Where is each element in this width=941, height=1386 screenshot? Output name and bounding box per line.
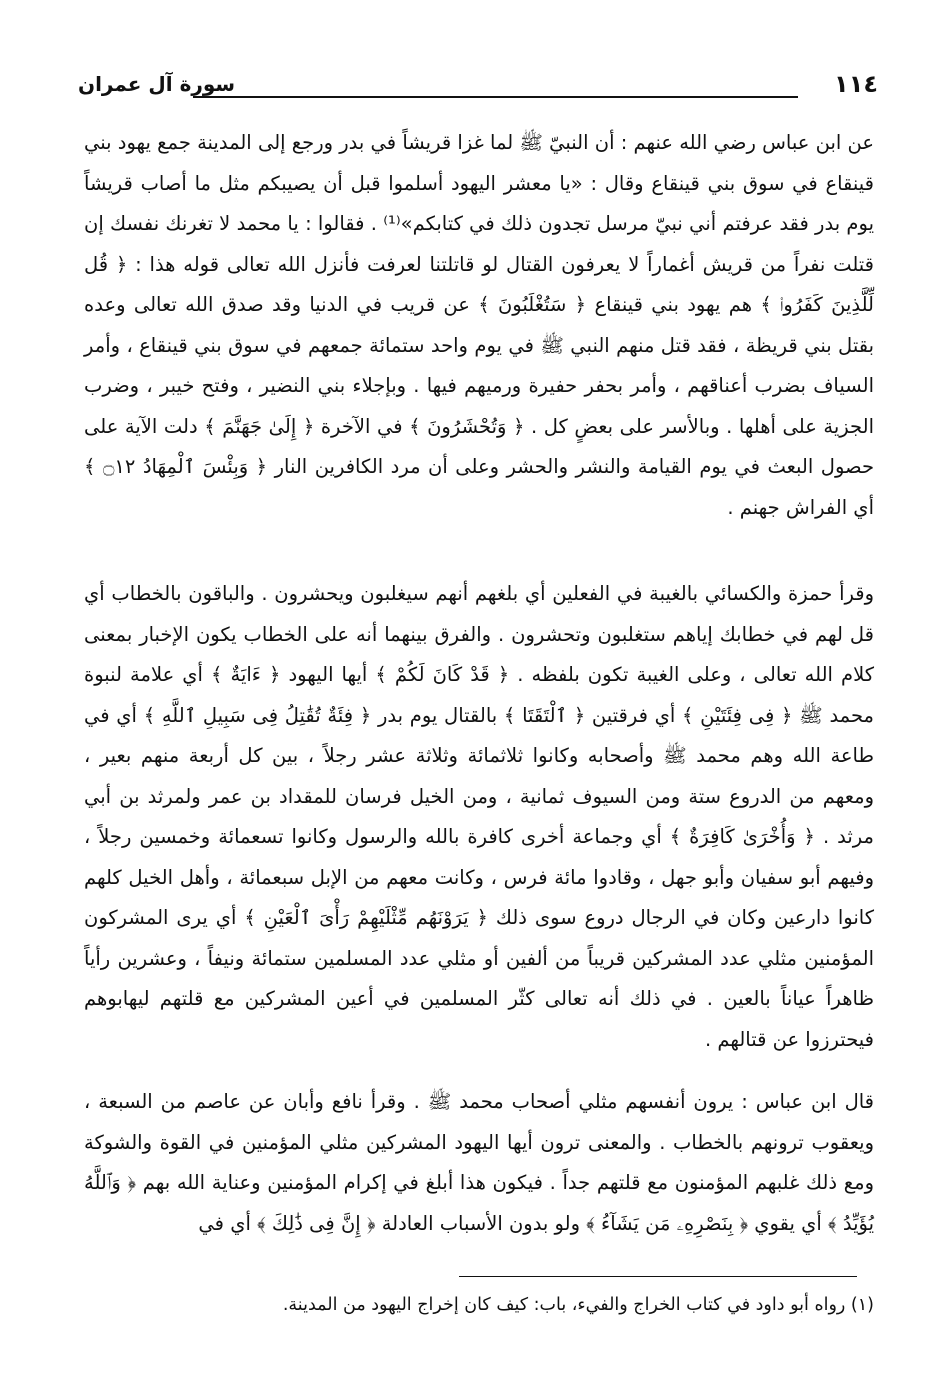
header-rule <box>193 96 798 98</box>
footnote-rule <box>459 1276 857 1277</box>
paragraph-2: وقرأ حمزة والكسائي بالغيبة في الفعلين أي بلغهم أنهم سيغلبون ويحشرون . والباقون بالخطاب أي قل لهم في خطابك إياهم ستغلبون وتحشرون . والفرق بينهما أنه على الخطاب يكون الإخبار بمعنى كلام الله تعالى ، وعلى الغيبة تكون بلفظه . ﴿ قَدْ كَانَ لَكُمْ ﴾ أيها اليهود ﴿ ءَايَةٌ ﴾ أي علامة لنبوة محمد ﷺ ﴿ فِى فِئَتَيْنِ ﴾ أي فرقتين ﴿ ٱلْتَقَتَا ﴾ بالقتال يوم بدر ﴿ فِئَةٌ تُقَٰتِلُ فِى سَبِيلِ ٱللَّهِ ﴾ أي في طاعة الله وهم محمد ﷺ وأصحابه وكانوا ثلاثمائة وثلاثة عشر رجلاً ، بين كل أربعة منهم بعير ، ومعهم من الدروع ستة ومن السيوف ثمانية ، ومن الخيل فرسان للمقداد بن عمر ولمرثد بن أبي مرثد . ﴿ وَأُخْرَىٰ كَافِرَةٌ ﴾ أي وجماعة أخرى كافرة بالله والرسول وكانوا تسعمائة وخمسين رجلاً ، وفيهم أبو سفيان وأبو جهل ، وقادوا مائة فرس ، وكانت معهم من الإبل سبعمائة ، وأهل الخيل كلهم كانوا دارعين وكان في الرجال دروع سوى ذلك ﴿ يَرَوْنَهُم مِّثْلَيْهِمْ رَأْىَ ٱلْعَيْنِ ﴾ أي يرى المشركون المؤمنين مثلي عدد المشركين قريباً من ألفين أو مثلي عدد المسلمين ستمائة ونيفاً ، وعشرين رأياً ظاهراً عياناً بالعين . في ذلك أنه تعالى كثّر المسلمين في أعين المشركين مع قلتهم ليهابوهم فيحترزوا عن قتالهم . <box>84 582 874 1051</box>
paragraph-1: عن ابن عباس رضي الله عنهم : أن النبيّ ﷺ لما غزا قريشاً في بدر ورجع إلى المدينة جمع يهود بني قينقاع في سوق بني قينقاع وقال : «يا معشر اليهود أسلموا قبل أن يصيبكم مثل ما أصاب قريشاً يوم بدر فقد عرفتم أني نبيّ مرسل تجدون ذلك في كتابكم»⁽¹⁾ . فقالوا : يا محمد لا تغرنك نفسك إن قتلت نفراً من قريش أغماراً لا يعرفون القتال لو قاتلتنا لعرفت فأنزل الله تعالى قوله هذا : ﴿ قُل لِّلَّذِينَ كَفَرُوا۟ ﴾ هم يهود بني قينقاع ﴿ سَتُغْلَبُونَ ﴾ عن قريب في الدنيا وقد صدق الله تعالى وعده بقتل بني قريظة ، فقد قتل منهم النبي ﷺ في يوم واحد ستمائة جمعهم في سوق بني قينقاع ، وأمر السياف بضرب أعناقهم ، وأمر بحفر حفيرة ورميهم فيها . وبإجلاء بني النضير ، وفتح خيبر ، وضرب الجزية على أهلها . وبالأسر على بعضٍ كل . ﴿ وَتُحْشَرُونَ ﴾ في الآخرة ﴿ إِلَىٰ جَهَنَّمَ ﴾ دلت الآية على حصول البعث في يوم القيامة والنشر والحشر وعلى أن مرد الكافرين النار ﴿ وَبِئْسَ ٱلْمِهَادُ ۝١٢ ﴾ أي الفراش جهنم . <box>84 131 875 519</box>
surah-title: سورة آل عمران <box>78 72 236 96</box>
footnote: (١) رواه أبو داود في كتاب الخراج والفيء، باب: كيف كان إخراج اليهود من المدينة. <box>282 1295 874 1315</box>
page-number: ١١٤ <box>834 70 878 98</box>
page-header <box>78 70 878 104</box>
paragraph-3: قال ابن عباس : يرون أنفسهم مثلي أصحاب محمد ﷺ . وقرأ نافع وأبان عن عاصم من السبعة ، ويعقوب ترونهم بالخطاب . والمعنى ترون أيها اليهود المشركين مثلي المؤمنين في القوة والشوكة ومع ذلك غلبهم المؤمنون مع قلتهم جداً . فيكون هذا أبلغ في إكرام المؤمنين وعناية الله بهم ﴿ وَٱللَّهُ يُؤَيِّدُ ﴾ أي يقوي ﴿ بِنَصْرِهِۦ مَن يَشَآءُ ﴾ ولو بدون الأسباب العادلة ﴿ إِنَّ فِى ذَٰلِكَ ﴾ أي في <box>84 1090 874 1235</box>
